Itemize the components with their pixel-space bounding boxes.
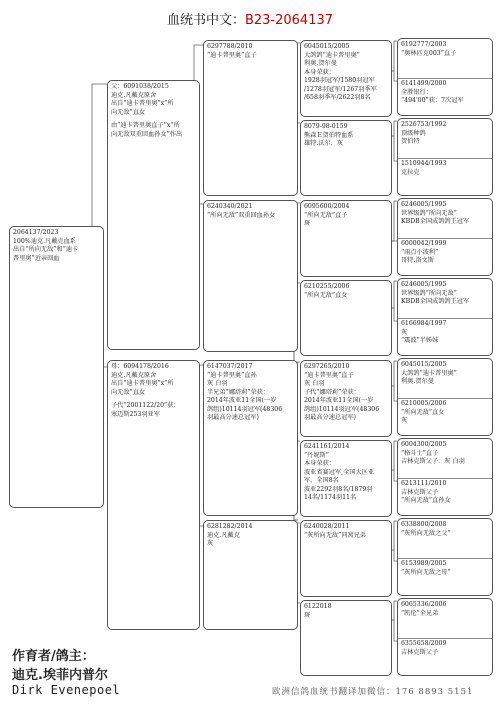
pedigree-line: “迪卡普里奥”直孙	[207, 371, 257, 379]
g4-divider	[398, 78, 492, 79]
pedigree-line: “震波”半姊妹	[401, 337, 439, 345]
ring-number: 6246005/1995	[401, 201, 447, 208]
pedigree-line: 鸽组)10114羽冠军(48306	[207, 405, 283, 413]
g4-entry	[401, 320, 490, 346]
g4-divider	[398, 158, 492, 159]
pedigree-line: “丹妮斯”	[304, 451, 329, 459]
subject-box	[9, 226, 104, 508]
pedigree-line: 灰	[401, 328, 408, 336]
pedigree-line: 100%迪克.凡戴克血系	[13, 237, 76, 245]
ring-number: 1510944/1993	[401, 160, 447, 167]
g4-entry	[401, 80, 490, 106]
breeder-label: 作育者/鸽主：	[12, 649, 95, 664]
pedigree-line: 吉林克斯父子	[401, 648, 439, 656]
pedigree-line: 顶级种鸽	[401, 129, 426, 137]
ring-number: 6095600/2004	[304, 203, 350, 210]
pedigree-line: 灰 白羽	[304, 380, 325, 388]
g4-entry	[401, 361, 490, 387]
pedigree-line: 2014年波亚11全国(一岁	[304, 397, 374, 405]
pedigree-line: 哥特.洛文斯	[401, 257, 434, 265]
ring-number: 父：6091038/2015	[111, 83, 169, 90]
pedigree-line: 利奥.贺尔曼	[304, 60, 337, 68]
g4-pair-box	[397, 518, 493, 596]
g4-pair-box	[397, 358, 493, 436]
pedigree-line: “所向无敌”直女	[401, 408, 445, 416]
ring-number: 6210005/2006	[401, 400, 447, 407]
ring-number: 6240028/2011	[304, 523, 350, 530]
ring-number: 6240340/2021	[207, 203, 253, 210]
g4-entry	[401, 121, 490, 147]
translation-contact-footer: 欧洲信鸽血统书翻译加微信：176 8893 5151	[272, 687, 474, 697]
g4-entry	[401, 201, 490, 227]
g4-entry	[401, 281, 490, 307]
pedigree-line: 世界级鸽“所向无敌”	[401, 289, 457, 297]
pedigree-line: 1928羽冠军/1580羽冠军	[304, 77, 375, 85]
pedigree-line: 子代“2001122/20”获：	[111, 402, 180, 410]
ring-number: 6004300/2005	[401, 441, 447, 448]
pedigree-line: 出自“迪卡普里奥”x“所	[111, 100, 174, 108]
pedigree-line: 塞迈斯253羽亚军	[111, 410, 160, 418]
pedigree-line: 迪克.凡戴克原舍	[111, 371, 157, 379]
title-ring-number: B23-2064137	[244, 13, 334, 28]
g4-entry	[401, 41, 490, 58]
g4-entry	[401, 240, 490, 266]
ring-number: 6297788/2010	[207, 43, 253, 50]
pedigree-line: “灰所向无敌”同窝兄弟	[304, 531, 367, 539]
pedigree-line: “所向无敌”双重回血孙女	[207, 211, 276, 219]
pedigree-line: 向无敌”直女	[111, 388, 146, 396]
title-prefix: 血统书中文：	[166, 13, 245, 28]
ring-number: 6153989/2005	[401, 560, 447, 567]
pedigree-line: “奥林匹克003”直子	[401, 49, 457, 57]
pedigree-line: 2014年波亚11全国(一岁	[207, 397, 277, 405]
pedigree-line: 斑	[304, 611, 311, 619]
g4-divider	[398, 398, 492, 399]
ssd-box	[300, 120, 392, 196]
pedigree-line: 全胜银行：	[401, 88, 432, 96]
pedigree-line: “格斗士”直子	[401, 449, 439, 457]
pedigree-line: “凯伦”全兄弟	[401, 609, 439, 617]
ring-number: 6281282/2014	[207, 523, 253, 530]
ring-number: 6355658/2009	[401, 640, 447, 647]
pedigree-line: 波亚2292羽8名/1879羽	[304, 485, 373, 493]
g4-pair-box	[397, 598, 493, 676]
pedigree-line: 熊森Ｅ贺伯特血系	[304, 131, 354, 139]
g4-pair-box	[397, 438, 493, 516]
ring-number: 2064137/2023	[13, 229, 59, 236]
pedigree-line: 鸽组)10114羽冠军(48306	[304, 405, 380, 413]
ring-number: 6297265/2010	[304, 363, 350, 370]
ring-number: 6141499/2000	[401, 80, 447, 87]
pedigree-line: 灰 白羽	[207, 380, 228, 388]
sss-box	[300, 40, 392, 117]
g4-pair-box	[397, 118, 493, 196]
pedigree-line: 克拉克	[401, 168, 420, 176]
pedigree-line: 雄特.沃尔．灰	[304, 140, 344, 148]
dam-dam-box	[203, 520, 298, 630]
pedigree-line: 本身荣获：	[304, 68, 335, 76]
sire-box	[107, 80, 200, 350]
g4-entry	[401, 441, 490, 467]
ring-number: 6241161/2014	[304, 443, 350, 450]
ddd-box	[300, 600, 392, 676]
pedigree-line: 大鸽鸽“迪卡普里奥”	[401, 369, 457, 377]
sire-sire-box	[203, 40, 298, 196]
pedigree-line: “所向无敌”直子	[304, 211, 348, 219]
g4-pair-box	[397, 278, 493, 356]
pedigree-line: 羽最高分速总冠军)	[207, 414, 259, 422]
ring-number: 6246005/1995	[401, 281, 447, 288]
g4-entry	[401, 640, 490, 657]
dsd-box	[300, 440, 392, 517]
ring-number: 6166984/1997	[401, 320, 447, 327]
g4-entry	[401, 160, 490, 177]
pedigree-line: “所向无敌”直女	[304, 291, 348, 299]
g4-divider	[398, 478, 492, 479]
ring-number: 6000042/1999	[401, 240, 447, 247]
pedigree-line: 普里奥”近亲回血	[13, 254, 60, 262]
sdd-box	[300, 280, 392, 356]
pedigree-line: “494'00”获：7次冠军	[401, 97, 464, 105]
g4-divider	[398, 238, 492, 239]
pedigree-line: “迪卡普里奥”直子	[304, 371, 354, 379]
pedigree-line: 子代“娜塔莉”荣获：	[304, 388, 360, 396]
dds-box	[300, 520, 392, 597]
dam-box	[107, 360, 200, 630]
pedigree-line: 军，全国8名	[304, 477, 339, 485]
pedigree-line: 斑	[304, 220, 311, 228]
pedigree-line: “灰所向无敌之母”	[401, 568, 451, 576]
g4-entry	[401, 480, 490, 506]
pedigree-line: 半兄弟“娜塔莉”荣获：	[207, 388, 270, 396]
ring-number: 6045015/2005	[401, 361, 447, 368]
sire-dam-box	[203, 200, 298, 352]
pedigree-line: 灰	[207, 540, 214, 548]
g4-entry	[401, 521, 490, 538]
g4-divider	[398, 318, 492, 319]
pedigree-line: 羽最高分速总冠军)	[304, 414, 356, 422]
pedigree-line: “所向无敌”直孙女	[401, 497, 451, 505]
document-title	[0, 9, 500, 28]
pedigree-line: “灰所向无敌之父”	[401, 529, 451, 537]
pedigree-line: /658羽季军/2622羽8名	[304, 94, 371, 102]
dam-sire-box	[203, 360, 298, 516]
ring-number: 6192777/2003	[401, 41, 447, 48]
pedigree-line: 贺伯特	[401, 138, 420, 146]
pedigree-line: 吉林克斯父子	[401, 488, 439, 496]
ring-number: 6045015/2005	[304, 43, 350, 50]
pedigree-line: 向无敌”直女	[111, 108, 146, 116]
dss-box	[300, 360, 392, 437]
g4-pair-box	[397, 198, 493, 276]
ring-number: 6210255/2006	[304, 283, 350, 290]
ring-number: 母：6094178/2016	[111, 363, 169, 370]
g4-divider	[398, 558, 492, 559]
pedigree-line: 由“迪卡普里奥直子”x“所	[111, 122, 180, 130]
g4-divider	[398, 638, 492, 639]
pedigree-line: 利奥.贺尔曼	[401, 378, 434, 386]
breeder-name-english: Dirk Evenepoel	[12, 683, 121, 697]
ring-number: 8079-98-0159	[304, 123, 348, 130]
g4-entry	[401, 560, 490, 577]
pedigree-line: 本身荣获：	[304, 460, 335, 468]
pedigree-line: 出自“所向无敌”和“迪卡	[13, 246, 79, 254]
pedigree-line: KBDB全国成鸽鸽王冠军	[401, 218, 470, 226]
pedigree-line: KBDB全国成鸽鸽王冠军	[401, 298, 470, 306]
sds-box	[300, 200, 392, 277]
pedigree-line: 14名/1174羽11名	[304, 494, 357, 502]
pedigree-line: “迪卡普里奥”直子	[207, 51, 257, 59]
g4-entry	[401, 400, 490, 426]
pedigree-line: 世界级鸽“所向无敌”	[401, 209, 457, 217]
pedigree-line: “雨点小波利”	[401, 248, 439, 256]
pedigree-line: /1278羽冠军/1267羽季军	[304, 85, 377, 93]
ring-number: 6213111/2010	[401, 480, 447, 487]
pedigree-line: 波亚省赛冠军,全国大区亚	[304, 468, 375, 476]
pedigree-line: 大鸽鸽“迪卡普里奥”	[304, 51, 360, 59]
g4-entry	[401, 601, 490, 618]
pedigree-line: 迪克.凡戴克原舍	[111, 91, 157, 99]
pedigree-line: 向无敌双重回血孙女”作出	[111, 130, 183, 138]
ring-number: 6122018	[304, 603, 332, 610]
g4-pair-box	[397, 38, 493, 116]
ring-number: 6065336/2006	[401, 601, 447, 608]
pedigree-line: 灰	[401, 417, 408, 425]
pedigree-line: 迪克.凡戴克	[207, 531, 240, 539]
pedigree-line: 吉林克斯父子．灰 白羽	[401, 458, 465, 466]
ring-number: 6338800/2008	[401, 521, 447, 528]
pedigree-line: 出自“迪卡普里奥”x“所	[111, 380, 174, 388]
ring-number: 2526753/1992	[401, 121, 447, 128]
breeder-name-chinese: 迪克.埃菲内普尔	[12, 668, 108, 683]
ring-number: 6147037/2017	[207, 363, 253, 370]
